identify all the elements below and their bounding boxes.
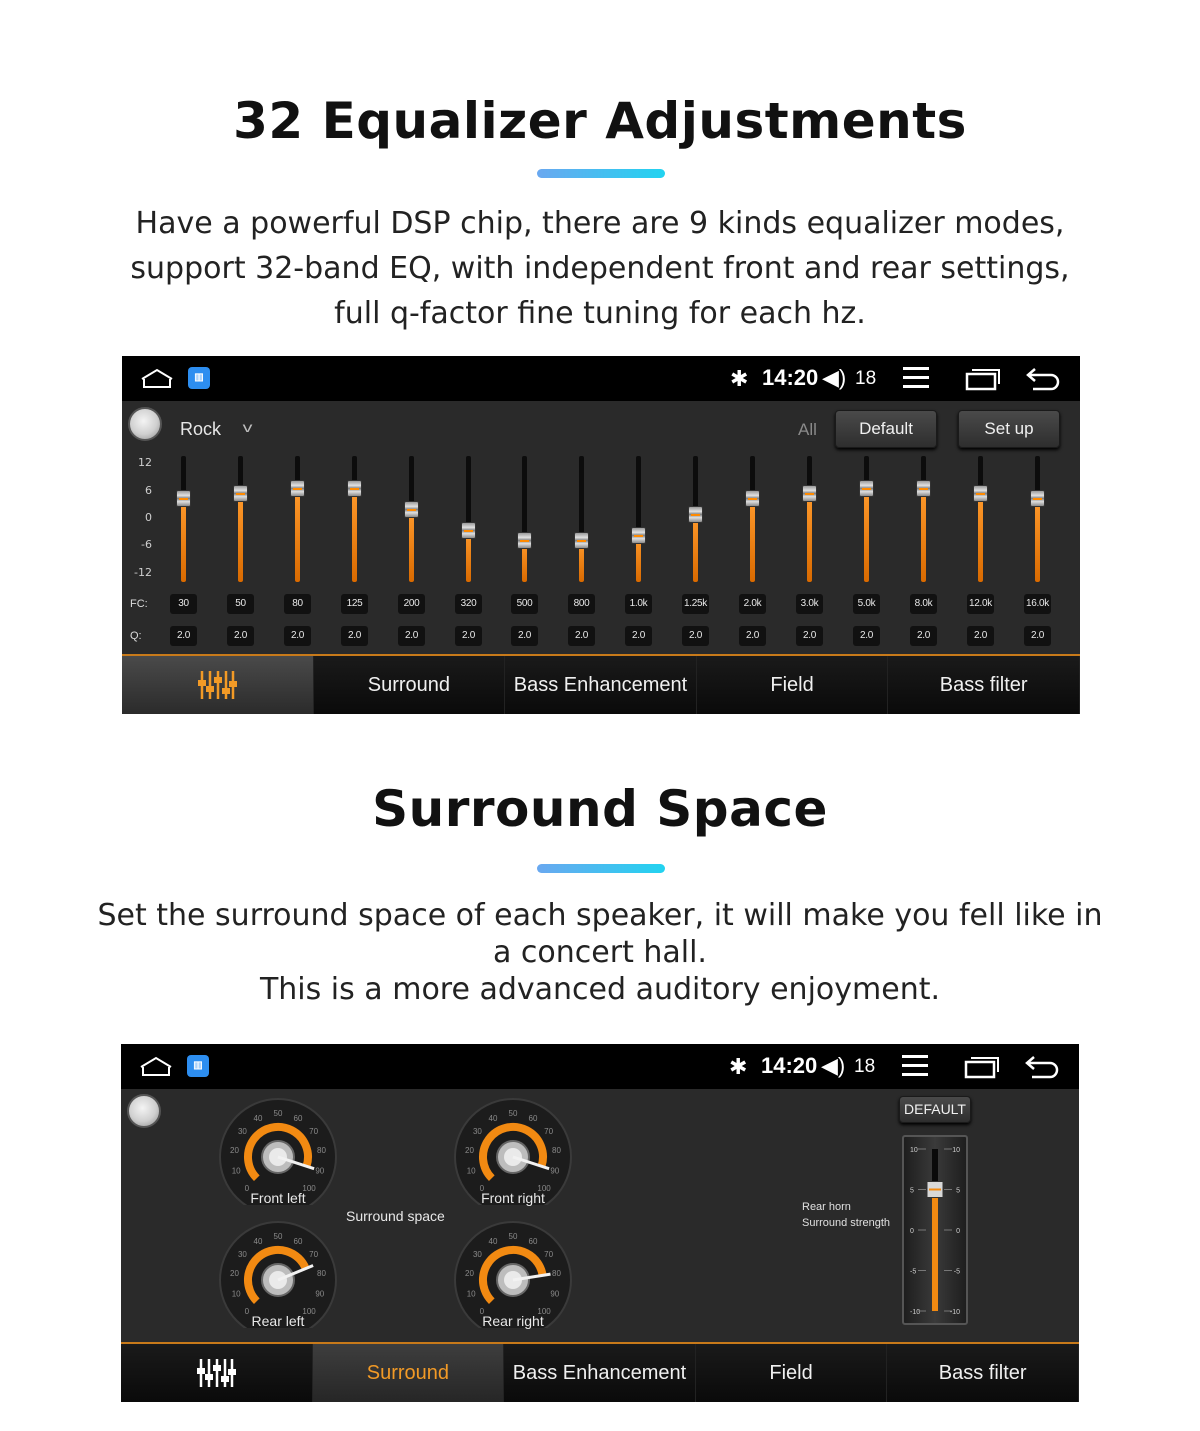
dial-tick-label: 20 [230, 1146, 239, 1156]
fc-value-chip[interactable]: 125 [341, 594, 368, 614]
tab-equalizer[interactable] [122, 656, 314, 714]
tab-bass-enhancement[interactable]: Bass Enhancement [505, 656, 697, 714]
eq-slider-thumb[interactable] [973, 485, 988, 502]
q-value-chip[interactable]: 2.0 [1024, 626, 1051, 646]
dial-tick-label: 100 [537, 1307, 551, 1317]
fc-row-label: FC: [130, 598, 148, 610]
equalizer-icon [197, 668, 237, 702]
q-value-chip[interactable]: 2.0 [341, 626, 368, 646]
volume-knob[interactable] [127, 1094, 161, 1128]
fc-value-chip[interactable]: 5.0k [853, 594, 880, 614]
q-value-chip[interactable]: 2.0 [796, 626, 823, 646]
dial-tick-label: 20 [465, 1269, 474, 1279]
q-value-chip[interactable]: 2.0 [455, 626, 482, 646]
dial-tick-label: 70 [544, 1127, 554, 1137]
all-toggle[interactable]: All [798, 420, 817, 439]
eq-slider-thumb[interactable] [176, 490, 191, 507]
title-underline [537, 169, 665, 178]
dial-tick-label: 20 [230, 1269, 239, 1279]
strength-tick-label: 10 [910, 1147, 918, 1154]
fc-value-chip[interactable]: 80 [284, 594, 311, 614]
dial-tick-label: 30 [472, 1250, 482, 1260]
strength-tick-label: 0 [910, 1228, 914, 1235]
eq-slider-thumb[interactable] [347, 480, 362, 497]
surround-dial[interactable] [208, 1095, 348, 1205]
title-underline [537, 864, 665, 873]
eq-slider-thumb[interactable] [802, 485, 817, 502]
bluetooth-icon: ✱ [729, 1054, 748, 1079]
fc-value-chip[interactable]: 8.0k [910, 594, 937, 614]
tab-bar [121, 1342, 1079, 1402]
dial-tick-label: 80 [317, 1146, 326, 1156]
dial-tick-label: 60 [528, 1113, 538, 1123]
status-bar [121, 1044, 1079, 1089]
surround-dial[interactable] [443, 1218, 583, 1328]
strength-tick-label: 10 [952, 1147, 960, 1154]
description-line: a concert hall. [493, 935, 707, 970]
y-tick-label: -6 [141, 538, 152, 551]
eq-slider-thumb[interactable] [517, 532, 532, 549]
eq-slider-thumb[interactable] [631, 527, 646, 544]
surround-strength-scale [904, 1137, 966, 1323]
dial-tick-label: 80 [552, 1146, 561, 1156]
tab-surround[interactable]: Surround [313, 1344, 505, 1402]
y-tick-label: 0 [145, 511, 152, 524]
recent-apps-icon[interactable] [965, 367, 1001, 391]
clock-time: 14:20 [762, 365, 819, 390]
q-value-chip[interactable]: 2.0 [568, 626, 595, 646]
tab-field[interactable]: Field [697, 656, 889, 714]
q-value-chip[interactable]: 2.0 [284, 626, 311, 646]
clock-time: 14:20 [761, 1053, 818, 1078]
rear-horn-label: Rear horn [802, 1201, 851, 1213]
volume-icon[interactable]: ◀) [821, 1053, 846, 1078]
back-icon[interactable] [1024, 1053, 1060, 1079]
eq-slider-fill [181, 498, 186, 582]
chevron-down-icon[interactable]: v [242, 419, 253, 435]
q-value-chip[interactable]: 2.0 [739, 626, 766, 646]
eq-slider-fill [807, 493, 812, 582]
volume-level: 18 [854, 1056, 876, 1077]
fc-value-chip[interactable]: 1.25k [682, 594, 709, 614]
dial-tick-label: 80 [552, 1269, 561, 1279]
dial-tick-label: 40 [253, 1113, 263, 1123]
fc-value-chip[interactable]: 800 [568, 594, 595, 614]
fc-value-chip[interactable]: 320 [455, 594, 482, 614]
q-value-chip[interactable]: 2.0 [853, 626, 880, 646]
dial-tick-label: 60 [528, 1236, 538, 1246]
surround-screen [121, 1044, 1079, 1402]
eq-screen [122, 356, 1080, 714]
tab-bass-enhancement[interactable]: Bass Enhancement [504, 1344, 696, 1402]
eq-slider-fill [693, 514, 698, 582]
eq-slider-thumb[interactable] [574, 532, 589, 549]
tab-bass-filter[interactable]: Bass filter [888, 656, 1080, 714]
eq-slider-fill [750, 498, 755, 582]
eq-slider-fill [1035, 498, 1040, 582]
dial-tick-label: 90 [550, 1289, 560, 1299]
setup-button[interactable]: Set up [958, 410, 1060, 448]
q-value-chip[interactable]: 2.0 [625, 626, 652, 646]
dial-tick-label: 40 [253, 1236, 263, 1246]
fc-value-chip[interactable]: 200 [398, 594, 425, 614]
q-row-label: Q: [130, 630, 142, 642]
section-description-equalizer [0, 201, 1200, 336]
dial-tick-label: 30 [237, 1127, 247, 1137]
q-value-chip[interactable]: 2.0 [967, 626, 994, 646]
surround-dial[interactable] [208, 1218, 348, 1328]
dial-tick-label: 70 [309, 1127, 319, 1137]
eq-slider-fill [978, 493, 983, 582]
dial-tick-label: 70 [544, 1250, 554, 1260]
surround-strength-slider[interactable] [902, 1135, 968, 1325]
y-tick-label: 6 [145, 484, 152, 497]
eq-slider-fill [864, 488, 869, 583]
strength-tick-label: 5 [910, 1187, 914, 1195]
menu-icon[interactable] [903, 367, 929, 389]
dial-label: Front right [481, 1190, 545, 1206]
dial-tick-label: 0 [479, 1184, 485, 1194]
default-button[interactable]: Default [835, 410, 937, 448]
dial-tick-label: 10 [231, 1289, 241, 1299]
surround-dial[interactable] [443, 1095, 583, 1205]
q-value-chip[interactable]: 2.0 [170, 626, 197, 646]
eq-slider-fill [295, 488, 300, 583]
fc-value-chip[interactable]: 50 [227, 594, 254, 614]
equalizer-icon [196, 1356, 236, 1390]
dial-tick-label: 10 [466, 1289, 476, 1299]
dial-tick-label: 50 [508, 1232, 518, 1241]
eq-slider-thumb[interactable] [461, 522, 476, 539]
dial-tick-label: 20 [465, 1146, 474, 1156]
eq-slider-thumb[interactable] [688, 506, 703, 523]
eq-slider-thumb[interactable] [859, 480, 874, 497]
tab-equalizer[interactable] [121, 1344, 313, 1402]
tab-bar [122, 654, 1080, 714]
description-line: full q-factor fine tuning for each hz. [334, 296, 866, 331]
dial-tick-label: 0 [244, 1184, 250, 1194]
eq-slider-fill [352, 488, 357, 583]
recent-apps-icon[interactable] [964, 1055, 1000, 1079]
back-icon[interactable] [1025, 365, 1061, 391]
fc-value-chip[interactable]: 2.0k [739, 594, 766, 614]
fc-value-chip[interactable]: 3.0k [796, 594, 823, 614]
section-description-surround [0, 897, 1200, 1008]
bluetooth-icon: ✱ [730, 366, 749, 391]
strength-fill [932, 1190, 938, 1312]
section-title-surround: Surround Space [372, 780, 828, 838]
q-value-chip[interactable]: 2.0 [511, 626, 538, 646]
strength-tick-label: -5 [953, 1268, 960, 1276]
eq-slider-fill [921, 488, 926, 583]
default-button[interactable]: DEFAULT [899, 1096, 971, 1123]
eq-slider-fill [409, 509, 414, 583]
dial-tick-label: 30 [472, 1127, 482, 1137]
eq-slider-thumb[interactable] [233, 485, 248, 502]
q-value-chip[interactable]: 2.0 [398, 626, 425, 646]
fc-value-chip[interactable]: 16.0k [1024, 594, 1051, 614]
y-tick-label: -12 [134, 566, 152, 579]
description-line: This is a more advanced auditory enjoyment. [259, 972, 941, 1007]
dial-tick-label: 70 [309, 1250, 319, 1260]
q-value-chip[interactable]: 2.0 [227, 626, 254, 646]
app-icon[interactable]: ▥ [188, 367, 210, 389]
dial-tick-label: 100 [302, 1307, 316, 1317]
strength-tick-label: -5 [910, 1268, 917, 1276]
tab-bass-filter[interactable]: Bass filter [887, 1344, 1079, 1402]
dial-tick-label: 90 [315, 1166, 325, 1176]
dial-tick-label: 50 [508, 1109, 518, 1118]
dial-tick-label: 50 [273, 1109, 283, 1118]
description-line: Set the surround space of each speaker, it will make you fell like in [97, 898, 1103, 933]
app-icon[interactable]: ▥ [187, 1055, 209, 1077]
strength-tick-label: -10 [949, 1309, 960, 1316]
dial-tick-label: 10 [466, 1166, 476, 1176]
eq-slider-thumb[interactable] [745, 490, 760, 507]
y-tick-label: 12 [138, 456, 152, 469]
strength-tick-label: -10 [910, 1309, 921, 1316]
home-icon[interactable] [139, 1054, 173, 1078]
eq-slider-fill [238, 493, 243, 582]
volume-icon[interactable]: ◀) [822, 365, 847, 390]
dial-tick-label: 100 [302, 1184, 316, 1194]
eq-slider-thumb[interactable] [404, 501, 419, 518]
fc-value-chip[interactable]: 30 [170, 594, 197, 614]
tab-surround[interactable]: Surround [314, 656, 506, 714]
dial-tick-label: 100 [537, 1184, 551, 1194]
q-value-chip[interactable]: 2.0 [910, 626, 937, 646]
dial-label: Rear left [251, 1313, 305, 1329]
eq-slider-thumb[interactable] [1030, 490, 1045, 507]
dial-tick-label: 60 [293, 1113, 303, 1123]
dial-tick-label: 90 [315, 1289, 325, 1299]
dial-tick-label: 40 [488, 1113, 498, 1123]
description-line: support 32-band EQ, with independent front and rear settings, [130, 251, 1070, 286]
description-line: Have a powerful DSP chip, there are 9 kinds equalizer modes, [135, 206, 1065, 241]
q-value-chip[interactable]: 2.0 [682, 626, 709, 646]
dial-tick-label: 0 [479, 1307, 485, 1317]
eq-slider-thumb[interactable] [916, 480, 931, 497]
fc-value-chip[interactable]: 500 [511, 594, 538, 614]
surround-strength-label: Surround strength [802, 1217, 891, 1229]
surround-space-label: Surround space [346, 1208, 445, 1224]
dial-tick-label: 80 [317, 1269, 326, 1279]
eq-slider-thumb[interactable] [290, 480, 305, 497]
dial-tick-label: 90 [550, 1166, 560, 1176]
status-bar [122, 356, 1080, 401]
fc-value-chip[interactable]: 12.0k [967, 594, 994, 614]
fc-value-chip[interactable]: 1.0k [625, 594, 652, 614]
dial-tick-label: 0 [244, 1307, 250, 1317]
dial-label: Front left [250, 1190, 306, 1206]
volume-level: 18 [855, 368, 877, 389]
strength-tick-label: 0 [956, 1228, 960, 1235]
strength-tick-label: 5 [956, 1187, 960, 1195]
dial-tick-label: 50 [273, 1232, 283, 1241]
dial-tick-label: 10 [231, 1166, 241, 1176]
tab-field[interactable]: Field [696, 1344, 888, 1402]
dial-tick-label: 40 [488, 1236, 498, 1246]
dial-tick-label: 60 [293, 1236, 303, 1246]
dial-tick-label: 30 [237, 1250, 247, 1260]
preset-select[interactable]: Rock [180, 419, 222, 439]
home-icon[interactable] [140, 366, 174, 390]
volume-knob[interactable] [128, 407, 162, 441]
section-title-equalizer: 32 Equalizer Adjustments [233, 92, 967, 150]
menu-icon[interactable] [902, 1055, 928, 1077]
dial-label: Rear right [482, 1313, 544, 1329]
